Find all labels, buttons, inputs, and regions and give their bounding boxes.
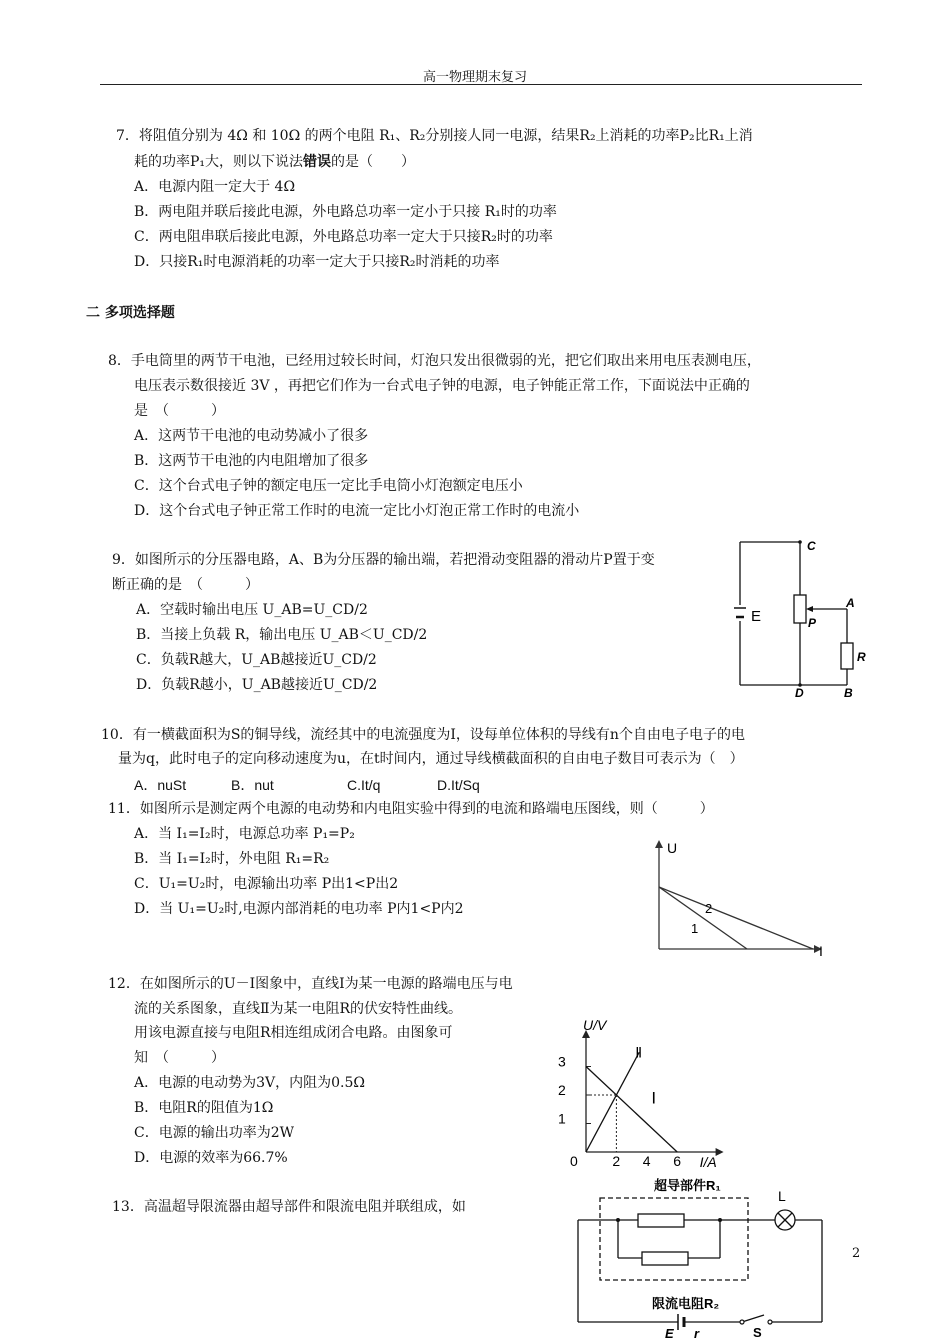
- header-rule: [100, 84, 862, 85]
- page-number: 2: [852, 1246, 861, 1261]
- q12-stem-line3: 用该电源直接与电阻R相连组成闭合电路。由图象可: [134, 1025, 453, 1041]
- q12-option-c: C．电源的输出功率为2W: [134, 1125, 295, 1141]
- q9-option-b: B．当接上负载 R，输出电压 U_AB＜U_CD/2: [136, 627, 428, 643]
- q8-stem-line3: 是 （ ）: [134, 403, 225, 419]
- q10-stem-line2: 量为q，此时电子的定向移动速度为u，在t时间内，通过导线横截面积的自由电子数目可表示为（ ）: [118, 751, 744, 767]
- x-axis-arrow: [716, 1148, 724, 1156]
- label-r: R: [857, 650, 866, 664]
- q7-stem-line2: [134, 153, 415, 171]
- q11-option-d: D．当 U₁=U₂时,电源内部消耗的电功率 P内1<P内2: [134, 901, 464, 917]
- label-p: P: [808, 616, 817, 630]
- q10-option-b: B．nut: [231, 777, 274, 793]
- label-a: A: [846, 596, 855, 610]
- q12-option-d: D．电源的效率为66.7%: [134, 1150, 288, 1166]
- x-tick-label: 2: [612, 1153, 621, 1169]
- q8-option-a: A．这两节干电池的电动势减小了很多: [134, 428, 369, 444]
- q11-option-b: B．当 I₁=I₂时，外电阻 R₁=R₂: [134, 851, 330, 867]
- series-label-2: Ⅱ: [635, 1044, 643, 1061]
- label-emf: E: [665, 1326, 674, 1340]
- q12-stem-line2: 流的关系图象，直线Ⅱ为某一电阻R的伏安特性曲线。: [134, 1001, 463, 1017]
- q8-stem-line2: 电压表示数很接近 3V ，再把它们作为一台式电子钟的电源，电子钟能正常工作，下面说法中正确的: [134, 378, 750, 394]
- q10-option-d: D.It/Sq: [437, 777, 480, 793]
- x-tick-label: 4: [642, 1153, 651, 1169]
- q10-option-a: A．nuSt: [134, 777, 187, 793]
- section-title: 二 多项选择题: [86, 305, 175, 321]
- q11-option-a: A．当 I₁=I₂时，电源总功率 P₁=P₂: [134, 826, 355, 842]
- y-tick-label: 3: [558, 1053, 566, 1070]
- q7-option-c: C．两电阻串联后接此电源，外电路总功率一定大于只接R₂时的功率: [134, 229, 553, 245]
- q7-option-b: B．两电阻并联后接此电源，外电路总功率一定小于只接 R₁时的功率: [134, 204, 557, 220]
- current-limiter-circuit: [570, 1170, 840, 1340]
- y-tick-label: 2: [558, 1082, 566, 1098]
- label-limiting-resistor: 限流电阻R₂: [652, 1296, 720, 1311]
- label-d: D: [795, 686, 804, 700]
- q8-option-b: B．这两节干电池的内电阻增加了很多: [134, 453, 369, 469]
- label-switch: S: [753, 1325, 762, 1340]
- label-e: E: [751, 608, 762, 625]
- y-axis-label: U/V: [583, 1017, 607, 1033]
- y-tick-label: 1: [558, 1110, 566, 1127]
- label-c: C: [807, 539, 816, 553]
- label-b: B: [844, 686, 853, 700]
- q9-stem-line2: 断正确的是 （ ）: [112, 577, 259, 593]
- q11-stem: 11．如图所示是测定两个电源的电动势和内电阻实验中得到的电流和路端电压图线，则（ ）: [108, 801, 714, 817]
- q9-option-a: A．空载时输出电压 U_AB=U_CD/2: [136, 602, 368, 618]
- axis-label-u: U: [667, 840, 678, 856]
- page-header: 高一物理期末复习: [422, 70, 527, 85]
- ui-chart: [550, 1012, 790, 1174]
- q7-option-d: D．只接R₁时电源消耗的功率一定大于只接R₂时消耗的功率: [134, 254, 500, 270]
- q7-stem-text: 耗的功率P₁大，则以下说法: [134, 154, 304, 170]
- label-lamp: L: [778, 1188, 786, 1204]
- x-tick-label: 0: [570, 1153, 578, 1169]
- q7-stem-line1: 7．将阻值分别为 4Ω 和 10Ω 的两个电阻 R₁、R₂分别接人同一电源，结果R₂上消耗的功率P₂比R₁上消: [116, 128, 753, 144]
- axis-label-i: I: [819, 943, 823, 959]
- line-label-2: 2: [705, 901, 713, 916]
- label-internal-r: r: [694, 1326, 700, 1340]
- ui-graph-two-sources: [645, 835, 830, 960]
- series-label-1: Ⅰ: [651, 1090, 657, 1108]
- q7-option-a: A．电源内阻一定大于 4Ω: [134, 179, 296, 195]
- q9-stem-line1: 9．如图所示的分压器电路，A、B为分压器的输出端，若把滑动变阻器的滑动片P置于变: [112, 552, 655, 568]
- q10-stem-line1: 10．有一横截面积为S的铜导线，流经其中的电流强度为I，设每单位体积的导线有n个自由电子电子的电: [101, 727, 745, 743]
- q10-option-c: C.It/q: [347, 777, 381, 793]
- q9-option-d: D．负载R越小，U_AB越接近U_CD/2: [136, 677, 378, 693]
- q7-emphasis: 错误: [303, 154, 332, 170]
- q13-stem: 13．高温超导限流器由超导部件和限流电阻并联组成，如: [112, 1199, 466, 1215]
- q12-stem-line1: 12．在如图所示的U－I图象中，直线Ⅰ为某一电源的路端电压与电: [108, 976, 513, 992]
- q8-stem-line1: 8．手电筒里的两节干电池，已经用过较长时间，灯泡只发出很微弱的光，把它们取出来用电压表测电压，: [108, 353, 761, 369]
- label-superconductor: 超导部件R₁: [654, 1178, 721, 1193]
- voltage-divider-diagram: [725, 535, 870, 700]
- series-line-2: [586, 1052, 639, 1152]
- q8-option-d: D．这个台式电子钟正常工作时的电流一定比小灯泡正常工作时的电流小: [134, 503, 580, 519]
- x-tick-label: 6: [673, 1153, 681, 1169]
- q12-stem-line4: 知 （ ）: [134, 1050, 225, 1066]
- x-axis-label: I/A: [699, 1154, 717, 1170]
- q9-option-c: C．负载R越大，U_AB越接近U_CD/2: [136, 652, 377, 668]
- line-label-1: 1: [691, 921, 699, 936]
- q11-option-c: C．U₁=U₂时，电源输出功率 P出1<P出2: [134, 876, 399, 892]
- q8-option-c: C．这个台式电子钟的额定电压一定比手电筒小灯泡额定电压小: [134, 478, 523, 494]
- q12-option-b: B．电阻R的阻值为1Ω: [134, 1100, 274, 1116]
- q7-stem-tail: 的是（ ）: [331, 154, 416, 170]
- series-line-1: [586, 1067, 677, 1153]
- q12-option-a: A．电源的电动势为3V，内阻为0.5Ω: [134, 1075, 365, 1091]
